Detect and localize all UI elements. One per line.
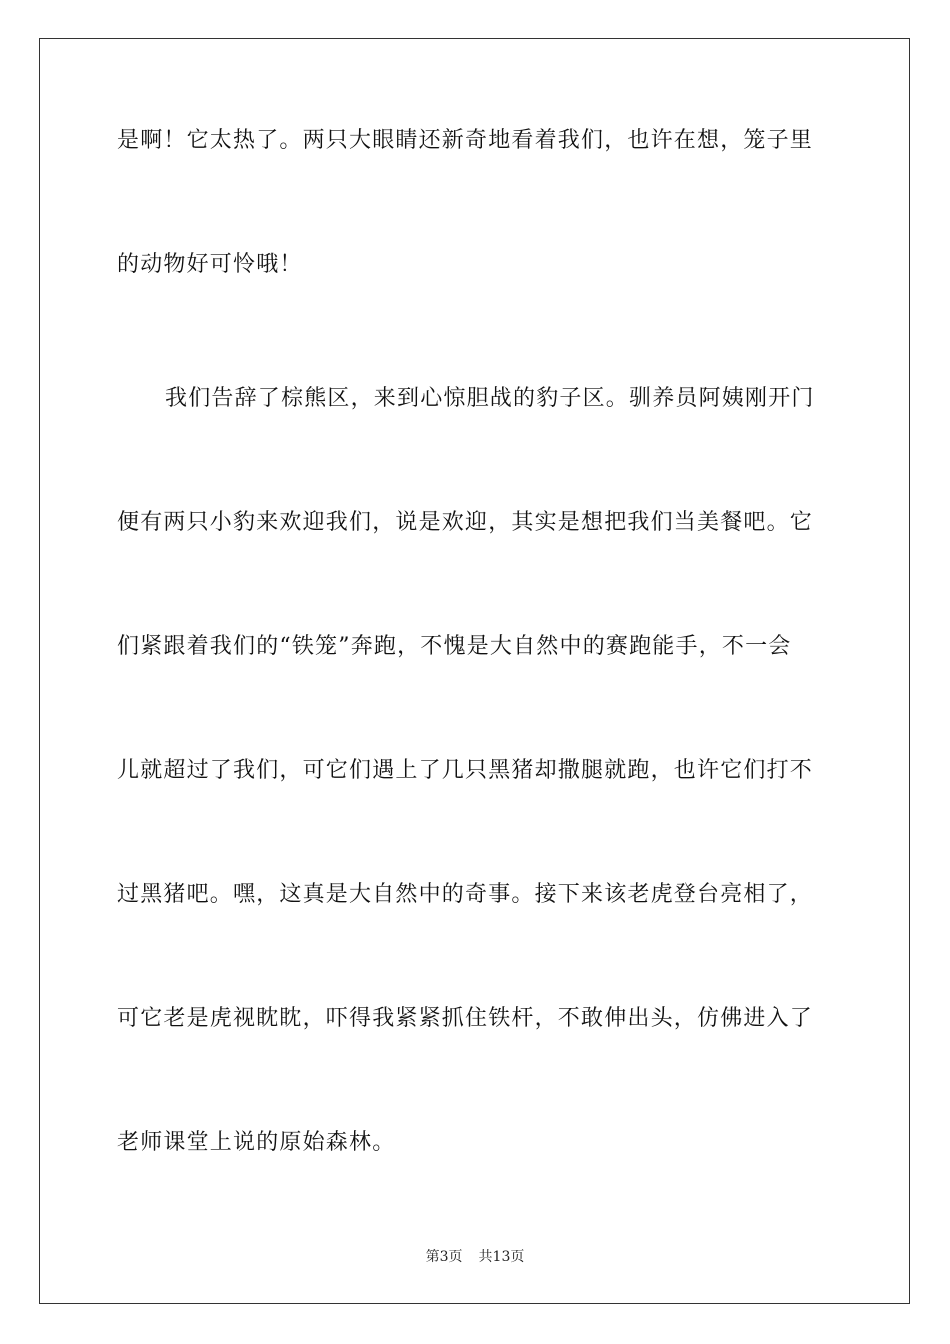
page-footer — [0, 1248, 950, 1266]
text-line: 儿就超过了我们，可它们遇上了几只黑猪却撒腿就跑，也许它们打不 — [117, 758, 814, 783]
text-line: 们紧跟着我们的“铁笼”奔跑，不愧是大自然中的赛跑能手，不一会 — [117, 634, 792, 659]
text-line: 是啊！它太热了。两只大眼睛还新奇地看着我们，也许在想，笼子里 — [117, 128, 814, 153]
text-line: 过黑猪吧。嘿，这真是大自然中的奇事。接下来该老虎登台亮相了， — [117, 882, 814, 907]
text-line: 便有两只小豹来欢迎我们，说是欢迎，其实是想把我们当美餐吧。它 — [117, 510, 814, 535]
text-line: 可它老是虎视眈眈，吓得我紧紧抓住铁杆，不敢伸出头，仿佛进入了 — [117, 1006, 814, 1031]
page-total: 共13页 — [478, 1249, 525, 1265]
text-line: 老师课堂上说的原始森林。 — [117, 1130, 396, 1155]
text-line: 的动物好可怜哦！ — [117, 252, 303, 277]
paragraph-first-line: 我们告辞了棕熊区，来到心惊胆战的豹子区。驯养员阿姨刚开门 — [165, 386, 815, 411]
page-frame — [39, 38, 910, 1304]
page-number: 第3页 — [425, 1249, 463, 1265]
